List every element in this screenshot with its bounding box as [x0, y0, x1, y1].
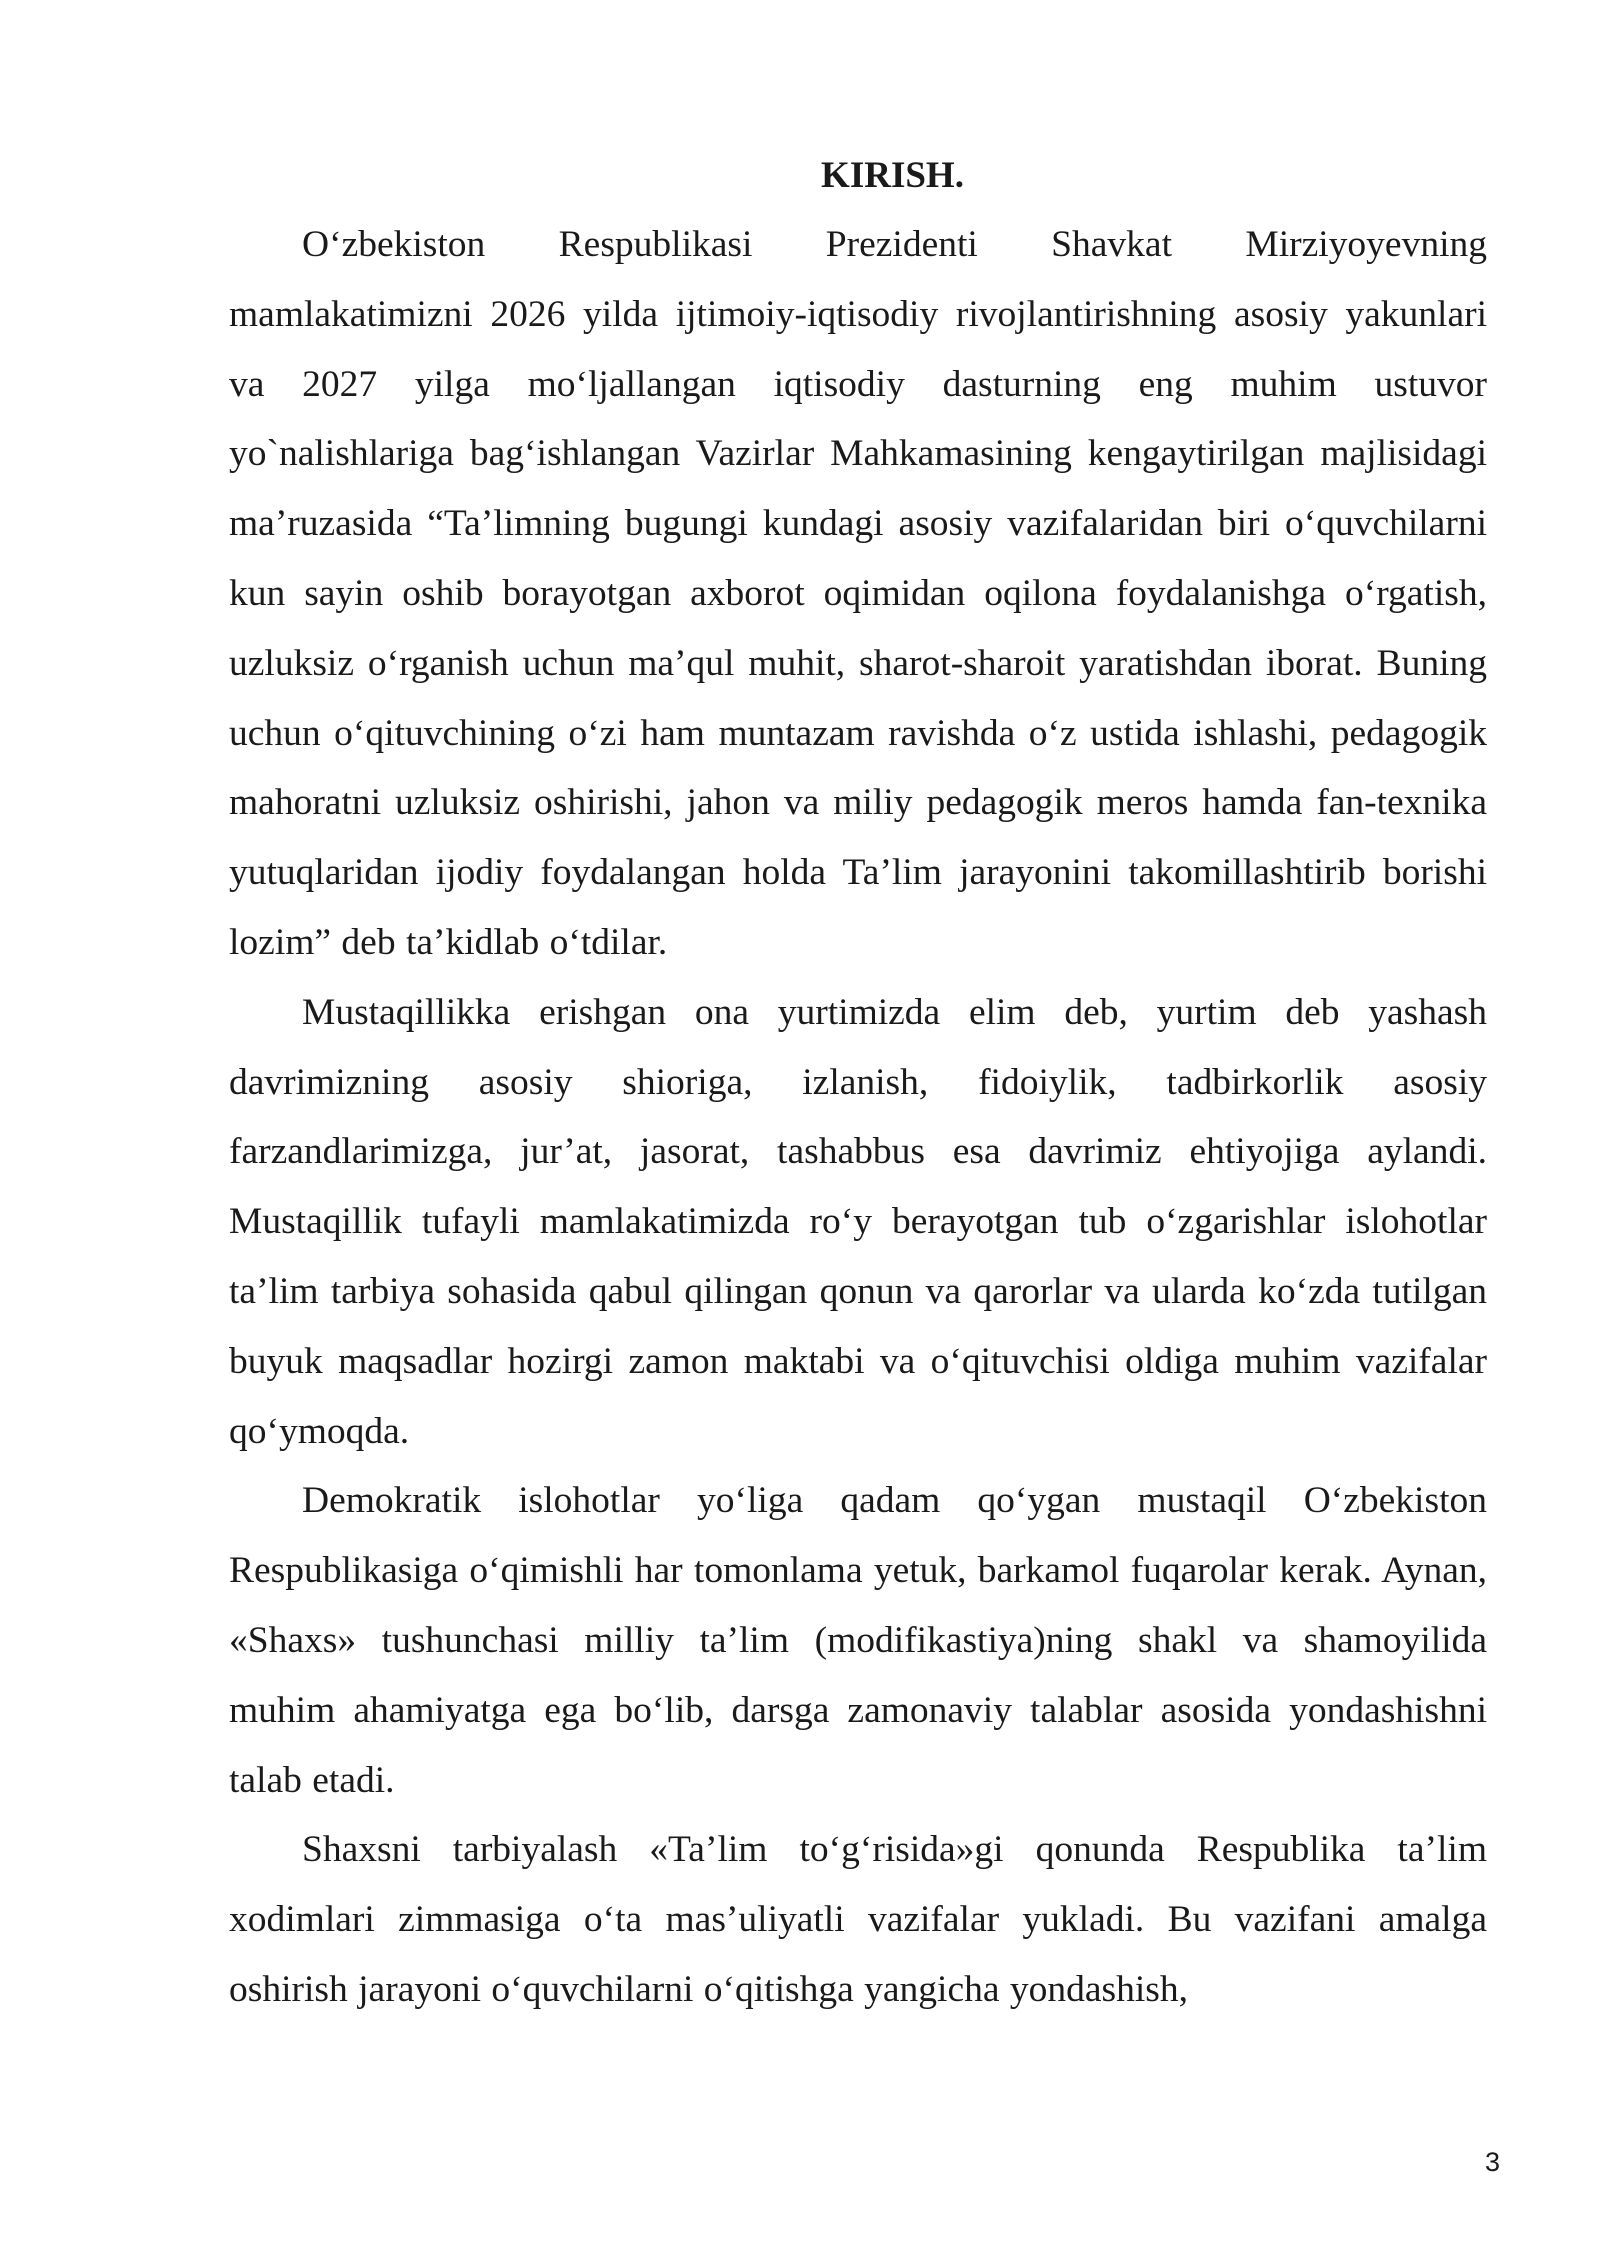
- page-number: 3: [1484, 2147, 1500, 2177]
- paragraph-3: Demokratik islohotlar yo‘liga qadam qo‘ygan mustaqil O‘zbekiston Respublikasiga o‘qimishli har tomonlama yetuk, barkamol fuqarolar kerak. Aynan, «Shaxs» tushunchasi milliy ta’lim (modifikastiya)ning shakl va shamoyilida muhim ahamiyatga ega bo‘lib, darsga zamonaviy talablar asosida yondashishni talab etadi.: [229, 1480, 1487, 1801]
- paragraph-4: Shaxsni tarbiyalash «Ta’lim to‘g‘risida»gi qonunda Respublika ta’lim xodimlari zimmasiga o‘ta mas’uliyatli vazifalar yukladi. Bu vazifani amalga oshirish jarayoni o‘quvchilarni o‘qitishga yangicha yondashish,: [229, 1829, 1487, 2010]
- paragraph-2: Mustaqillikka erishgan ona yurtimizda elim deb, yurtim deb yashash davrimizning asosiy shioriga, izlanish, fidoiylik, tadbirkorlik asosiy farzandlarimizga, jur’at, jasorat, tashabbus esa davrimiz ehtiyojiga aylandi. Mustaqillik tufayli mamlakatimizda ro‘y berayotgan tub o‘zgarishlar islohotlar ta’lim tarbiya sohasida qabul qilingan qonun va qarorlar va ularda ko‘zda tutilgan buyuk maqsadlar hozirgi zamon maktabi va o‘qituvchisi oldiga muhim vazifalar qo‘ymoqda.: [229, 991, 1487, 1452]
- paragraph-1: O‘zbekiston Respublikasi Prezidenti Shavkat Mirziyoyevning mamlakatimizni 2026 yilda ijtimoiy-iqtisodiy rivojlantirishning asosiy yakunlari va 2027 yilga mo‘ljallangan iqtisodiy dasturning eng muhim ustuvor yo`nalishlariga bag‘ishlangan Vazirlar Mahkamasining kengaytirilgan majlisidagi ma’ruzasida “Ta’limning bugungi kundagi asosiy vazifalaridan biri o‘quvchilarni kun sayin oshib borayotgan axborot oqimidan oqilona foydalanishga o‘rgatish, uzluksiz o‘rganish uchun ma’qul muhit, sharot-sharoit yaratishdan iborat. Buning uchun o‘qituvchining o‘zi ham muntazam ravishda o‘z ustida ishlashi, pedagogik mahoratni uzluksiz oshirishi, jahon va miliy pedagogik meros hamda fan-texnika yutuqlaridan ijodiy foydalangan holda Ta’lim jarayonini takomillashtirib borishi lozim” deb ta’kidlab o‘tdilar.: [229, 224, 1487, 963]
- body-text: [229, 210, 1487, 2025]
- section-heading: KIRISH.: [821, 155, 964, 196]
